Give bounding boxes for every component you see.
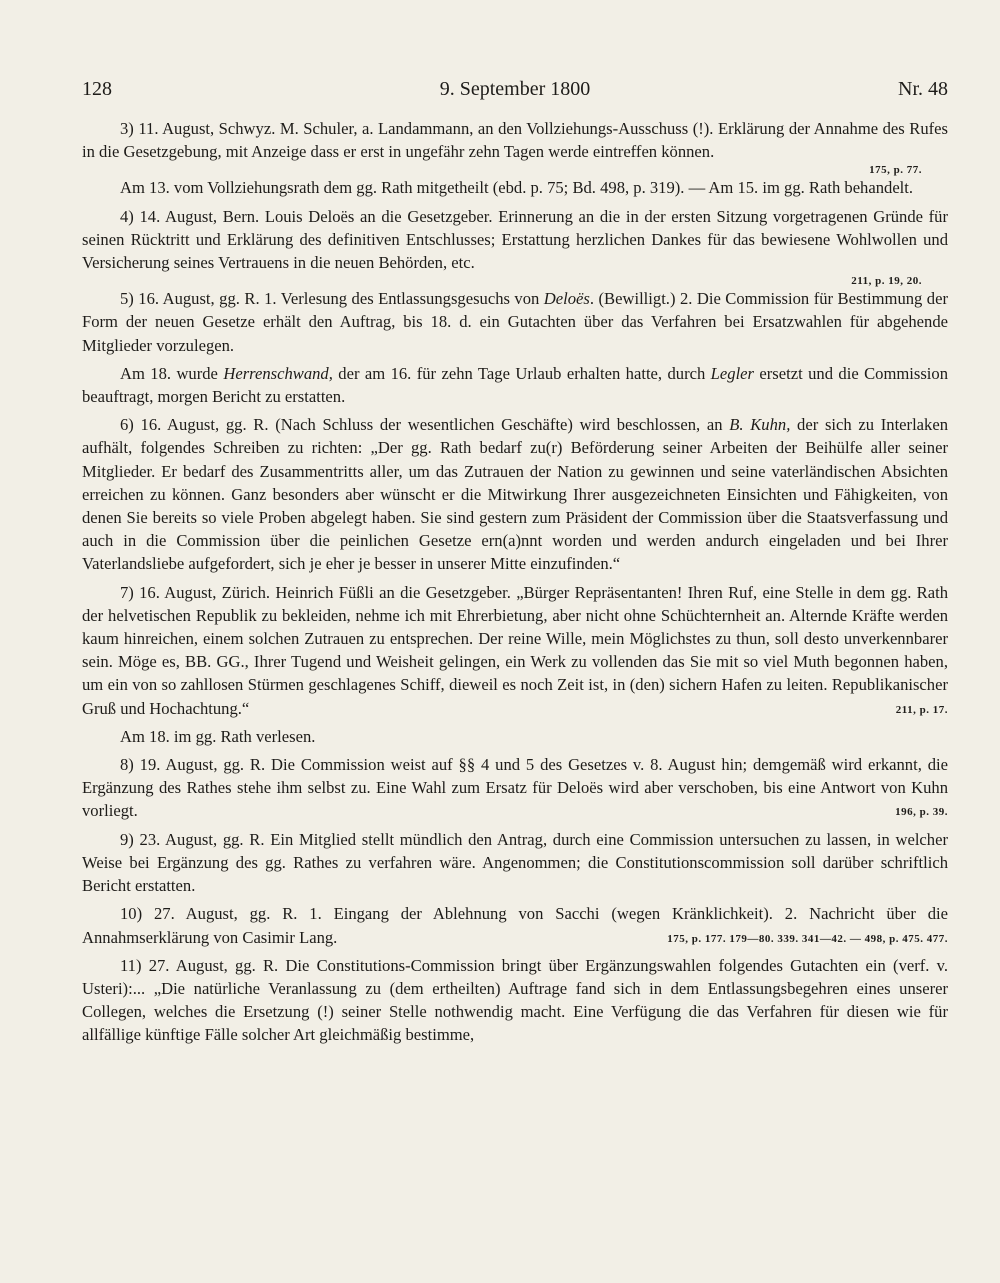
text-segment: 3) 11. August, Schwyz. M. Schuler, a. Landammann, an den Vollziehungs-Ausschuss (!). Erklärung der Annahme des Rufes in die Gesetzgebung, mit Anzeige dass er erst in ungefähr zehn Tagen werde eintreffen können. — [82, 119, 948, 162]
page-header — [82, 78, 948, 108]
italic-name: Deloës — [543, 289, 590, 309]
entry-paragraph — [82, 176, 948, 199]
text-segment: 5) 16. August, gg. R. 1. Verlesung des Entlassungsgesuchs von — [120, 289, 544, 309]
entry-paragraph — [82, 581, 948, 720]
text-segment: 8) 19. August, gg. R. Die Commission weist auf §§ 4 und 5 des Gesetzes v. 8. August hin; demgemäß wird erkannt, die Ergänzung des Rathes stehe ihm selbst zu. Eine Wahl zum Ersatz für Deloës wird aber verschoben, bis eine Antwort von Kuhn vorliegt. — [82, 755, 948, 821]
entry-paragraph — [82, 954, 948, 1047]
document-body — [82, 117, 948, 1052]
italic-name: Herrenschwand, — [223, 363, 333, 383]
entry-paragraph — [82, 753, 948, 823]
entry-paragraph — [82, 902, 948, 948]
text-segment: 7) 16. August, Zürich. Heinrich Füßli an die Gesetzgeber. „Bürger Repräsentanten! Ihren Ruf, eine Stelle in dem gg. Rath der helvetischen Republik zu bekleiden, nehme ich mit Ehrerbietung, aber nicht ohne Schüchternheit an. Alternde Kräfte werden kaum hinreichen, einem solchen Zutrauen zu entsprechen. Der reine Wille, mein Möglichstes zu thun, soll desto unverkennbarer sein. Möge es, BB. GG., Ihrer Tugend und Weisheit gelingen, ein Werk zu vollenden das Sie mit so viel Muth begonnen haben, um ein von so zahllosen Stürmen geschlagenes Schiff, dieweil es noch Zeit ist, in (den) sichern Hafen zu leiten. Republikanischer Gruß und Hochachtung.“ — [82, 582, 948, 718]
text-segment: 11) 27. August, gg. R. Die Constitutions-Commission bringt über Ergänzungswahlen folgendes Gutachten ein (verf. v. Usteri):... „Die natürliche Veranlassung zu (dem ertheilten) Auftrage fand sich in dem Entlassungsbegehren eines unserer Collegen, welches die Ersetzung (!) seiner Stelle nothwendig macht. Eine Verfügung die das Verfahren für diesen wie für allfällige künftige Fälle solcher Art gleichmäßig bestimme, — [82, 955, 948, 1045]
source-reference: 196, p. 39. — [895, 806, 948, 819]
document-number: Nr. 48 — [898, 78, 948, 100]
source-reference: 175, p. 177. 179—80. 339. 341—42. — 498, p. 475. 477. — [667, 932, 948, 945]
text-segment: 10) 27. August, gg. R. 1. Eingang der Ablehnung von Sacchi (wegen Kränklichkeit). 2. Nachricht über die Annahmserklärung von Casimir Lang. — [82, 904, 948, 947]
header-date: 9. September 1800 — [439, 78, 591, 100]
text-segment: 9) 23. August, gg. R. Ein Mitglied stellt mündlich den Antrag, durch eine Commission untersuchen zu lassen, in welcher Weise bei Ergänzung des gg. Rathes zu verfahren wäre. Angenommen; die Constitutionscommission soll darüber schriftlich Bericht erstatten. — [82, 829, 948, 896]
text-segment: ersetzt und die Commission beauftragt, morgen Bericht zu erstatten. — [82, 363, 949, 407]
source-reference: 175, p. 77. — [869, 164, 922, 177]
italic-name: Legler — [710, 363, 754, 383]
entry-paragraph — [82, 205, 948, 275]
entry-paragraph — [82, 362, 948, 408]
text-segment: Am 18. wurde — [120, 363, 224, 383]
text-segment: 4) 14. August, Bern. Louis Deloës an die Gesetzgeber. Erinnerung an die in der ersten Sitzung vorgetragenen Gründe für seinen Rücktritt und Erklärung des definitiven Entschlusses; Erstattung herzlichen Dankes für das bewiesene Wohlwollen und Versicherung seines Vertrauens in die neuen Behörden, etc. — [82, 206, 948, 273]
text-segment: Am 18. im gg. Rath verlesen. — [120, 726, 316, 746]
italic-name: B. Kuhn, — [729, 415, 791, 435]
text-segment: 6) 16. August, gg. R. (Nach Schluss der wesentlichen Geschäfte) wird beschlossen, an — [120, 415, 730, 435]
entry-paragraph — [82, 828, 948, 898]
text-segment: der sich zu Interlaken aufhält, folgendes Schreiben zu richten: „Der gg. Rath bedarf zu(r) Beförderung seiner Arbeiten der Beihülfe aller seiner Mitglieder. Er bedarf des Zusammentritts aller, um das Zutrauen der Nation zu gewinnen und seine vaterländischen Absichten erreichen zu können. Ganz besonders aber wünscht er die Mitwirkung Ihrer ausgezeichneten Einsichten und Fähigkeiten, von denen Sie bereits so viele Proben abgelegt haben. Sie sind gestern zum Präsident der Commission über die Staatsverfassung und auch in die Commission über die peinlichen Gesetze ern(a)nnt worden und werden andurch eingeladen und bei Ihrer Vaterlandsliebe aufgefordert, sich je eher je besser in unserer Mitte einzufinden.“ — [82, 415, 949, 574]
text-segment: der am 16. für zehn Tage Urlaub erhalten hatte, durch — [332, 363, 711, 383]
text-segment: Am 13. vom Vollziehungsrath dem gg. Rath mitgetheilt (ebd. p. 75; Bd. 498, p. 319). — Am 15. im gg. Rath behandelt. — [120, 178, 914, 198]
entry-paragraph — [82, 287, 948, 357]
source-reference: 211, p. 17. — [895, 703, 948, 716]
entry-paragraph — [82, 725, 948, 748]
entry-paragraph — [82, 117, 948, 163]
entry-paragraph — [82, 413, 948, 575]
page-number: 128 — [82, 78, 112, 100]
text-segment: . (Bewilligt.) 2. Die Commission für Bestimmung der Form der neuen Gesetze erhält den Auftrag, bis 18. d. ein Gutachten über das Verfahren bei Ersatzwahlen für abgehende Mitglieder vorzulegen. — [82, 289, 948, 355]
source-reference: 211, p. 19, 20. — [851, 275, 922, 288]
